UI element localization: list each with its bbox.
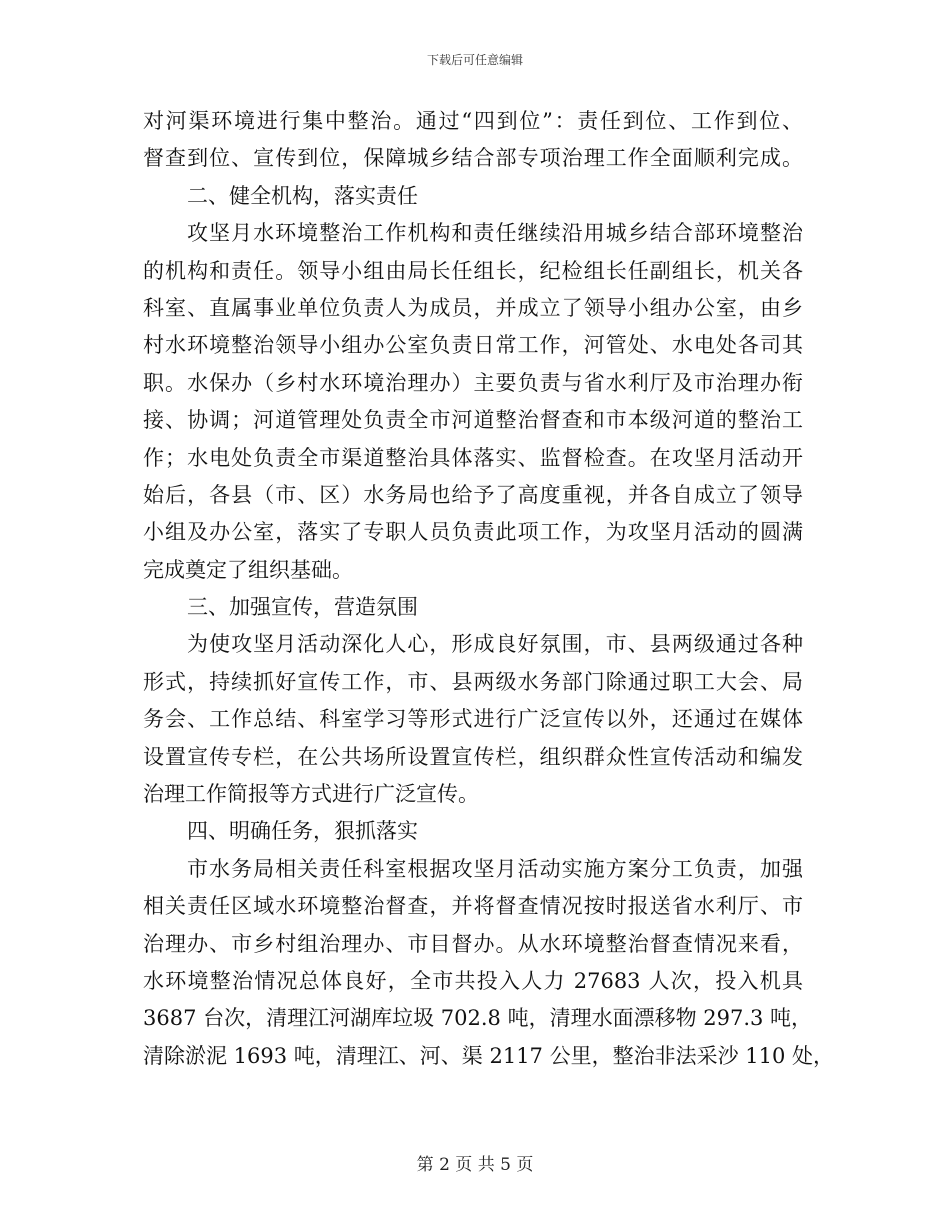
body-line: 小组及办公室，落实了专职人员负责此项工作，为攻坚月活动的圆满	[143, 520, 803, 545]
body-line: 务会、工作总结、科室学习等形式进行广泛宣传以外，还通过在媒体	[143, 707, 803, 732]
body-line: 治理办、市乡村组治理办、市目督办。从水环境整治督查情况来看，	[143, 931, 803, 956]
body-line: 相关责任区域水环境整治督查，并将督查情况按时报送省水利厅、市	[143, 894, 803, 919]
body-line: 职。水保办（乡村水环境治理办）主要负责与省水利厅及市治理办衔	[143, 370, 803, 395]
body-line: 始后，各县（市、区）水务局也给予了高度重视，并各自成立了领导	[143, 482, 803, 507]
section-heading: 二、健全机构，落实责任	[187, 183, 418, 208]
body-line: 的机构和责任。领导小组由局长任组长，纪检组长任副组长，机关各	[143, 258, 803, 283]
body-line: 设置宣传专栏，在公共场所设置宣传栏，组织群众性宣传活动和编发	[143, 744, 803, 769]
body-line: 市水务局相关责任科室根据攻坚月活动实施方案分工负责，加强	[187, 856, 803, 881]
page-header: 下载后可任意编辑	[426, 53, 523, 67]
body-line: 完成奠定了组织基础。	[143, 557, 353, 582]
body-line: 作；水电处负责全市渠道整治具体落实、监督检查。在攻坚月活动开	[143, 445, 803, 470]
body-line: 治理工作简报等方式进行广泛宣传。	[143, 782, 479, 807]
body-line: 水环境整治情况总体良好，全市共投入人力 27683 人次，投入机具	[143, 968, 803, 993]
body-line: 攻坚月水环境整治工作机构和责任继续沿用城乡结合部环境整治	[187, 221, 803, 246]
section-heading: 三、加强宣传，营造氛围	[187, 595, 418, 620]
body-line: 3687 台次，清理江河湖库垃圾 702.8 吨，清理水面漂移物 297.3 吨，	[143, 1006, 813, 1031]
body-line: 村水环境整治领导小组办公室负责日常工作，河管处、水电处各司其	[143, 333, 803, 358]
body-line: 接、协调；河道管理处负责全市河道整治督查和市本级河道的整治工	[143, 408, 803, 433]
body-line: 为使攻坚月活动深化人心，形成良好氛围，市、县两级通过各种	[187, 632, 803, 657]
section-heading: 四、明确任务，狠抓落实	[187, 819, 418, 844]
body-line: 科室、直属事业单位负责人为成员，并成立了领导小组办公室，由乡	[143, 295, 803, 320]
body-line: 对河渠环境进行集中整治。通过“四到位”：责任到位、工作到位、	[143, 109, 803, 133]
body-line: 督查到位、宣传到位，保障城乡结合部专项治理工作全面顺利完成。	[143, 146, 803, 171]
body-line: 形式，持续抓好宣传工作，市、县两级水务部门除通过职工大会、局	[143, 669, 803, 694]
page-number: 第 2 页 共 5 页	[416, 1155, 534, 1175]
body-line: 清除淤泥 1693 吨，清理江、河、渠 2117 公里，整治非法采沙 110 处，	[143, 1043, 835, 1068]
document-body	[143, 103, 835, 1075]
